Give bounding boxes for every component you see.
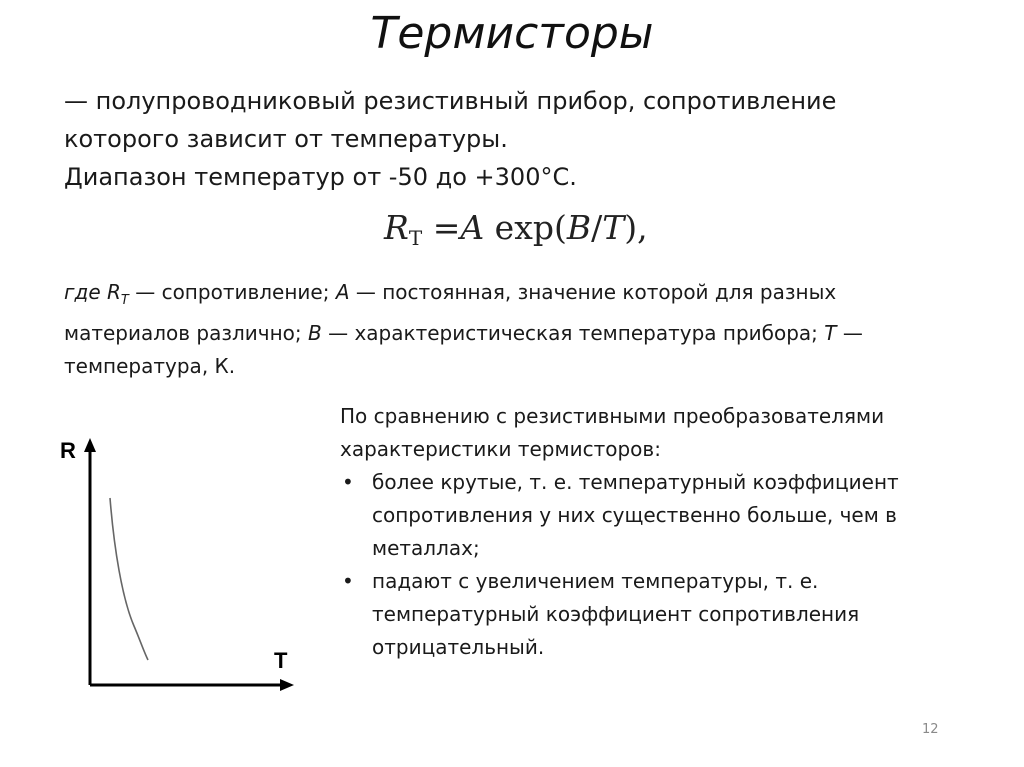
temperature-range: Диапазон температур от -50 до +300°С.: [64, 163, 577, 191]
legend-part-4: — температура, К.: [64, 321, 863, 378]
slide-title: Термисторы: [370, 8, 654, 59]
x-axis-arrow: [280, 679, 294, 691]
list-item: [340, 565, 990, 664]
formula-exp: exp(: [484, 208, 567, 247]
formula-t: T: [602, 208, 625, 247]
formula-b: B: [566, 208, 592, 247]
comparison-item-steeper: более крутые, т. е. температурный коэффициент сопротивления у них существенно больше, чем в металлах;: [372, 470, 899, 560]
resistance-curve: [110, 498, 148, 660]
formula-legend: [64, 276, 964, 383]
formula-slash: /: [591, 208, 603, 247]
legend-part-1: — сопротивление;: [128, 280, 336, 304]
bullet-icon: •: [342, 470, 354, 494]
formula-a: A: [460, 208, 485, 247]
y-axis-label: R: [60, 438, 76, 463]
legend-a-symbol: A: [335, 280, 350, 304]
resistance-formula: [384, 208, 648, 250]
x-axis-label: T: [274, 648, 288, 673]
legend-part-2: — постоянная, значение которой для разных материалов различно;: [64, 280, 837, 345]
legend-where-subscript: T: [120, 293, 129, 308]
comparison-intro: По сравнению с резистивными преобразователями характеристики термисторов:: [340, 404, 885, 461]
list-item: [340, 466, 990, 565]
definition-line-2: которого зависит от температуры.: [64, 125, 508, 153]
thermistor-curve-graph: [50, 430, 310, 700]
legend-b-symbol: B: [308, 321, 322, 345]
definition-line-1: — полупроводниковый резистивный прибор, сопротивление: [64, 87, 837, 115]
formula-close: ),: [624, 208, 648, 247]
comparison-item-negative: падают с увеличением температуры, т. е. температурный коэффициент сопротивления отрицательный.: [372, 569, 860, 659]
legend-where: где R: [64, 280, 121, 304]
formula-r: R: [384, 208, 409, 247]
formula-equals: =: [422, 208, 461, 247]
bullet-icon: •: [342, 569, 354, 593]
comparison-block: [340, 400, 990, 664]
y-axis-arrow: [84, 438, 96, 452]
formula-r-subscript: T: [408, 226, 423, 250]
legend-t-symbol: T: [824, 321, 837, 345]
definition-text: [64, 82, 984, 196]
legend-part-3: — характеристическая температура прибора;: [321, 321, 825, 345]
page-number: 12: [922, 722, 939, 737]
comparison-list: [340, 466, 990, 664]
